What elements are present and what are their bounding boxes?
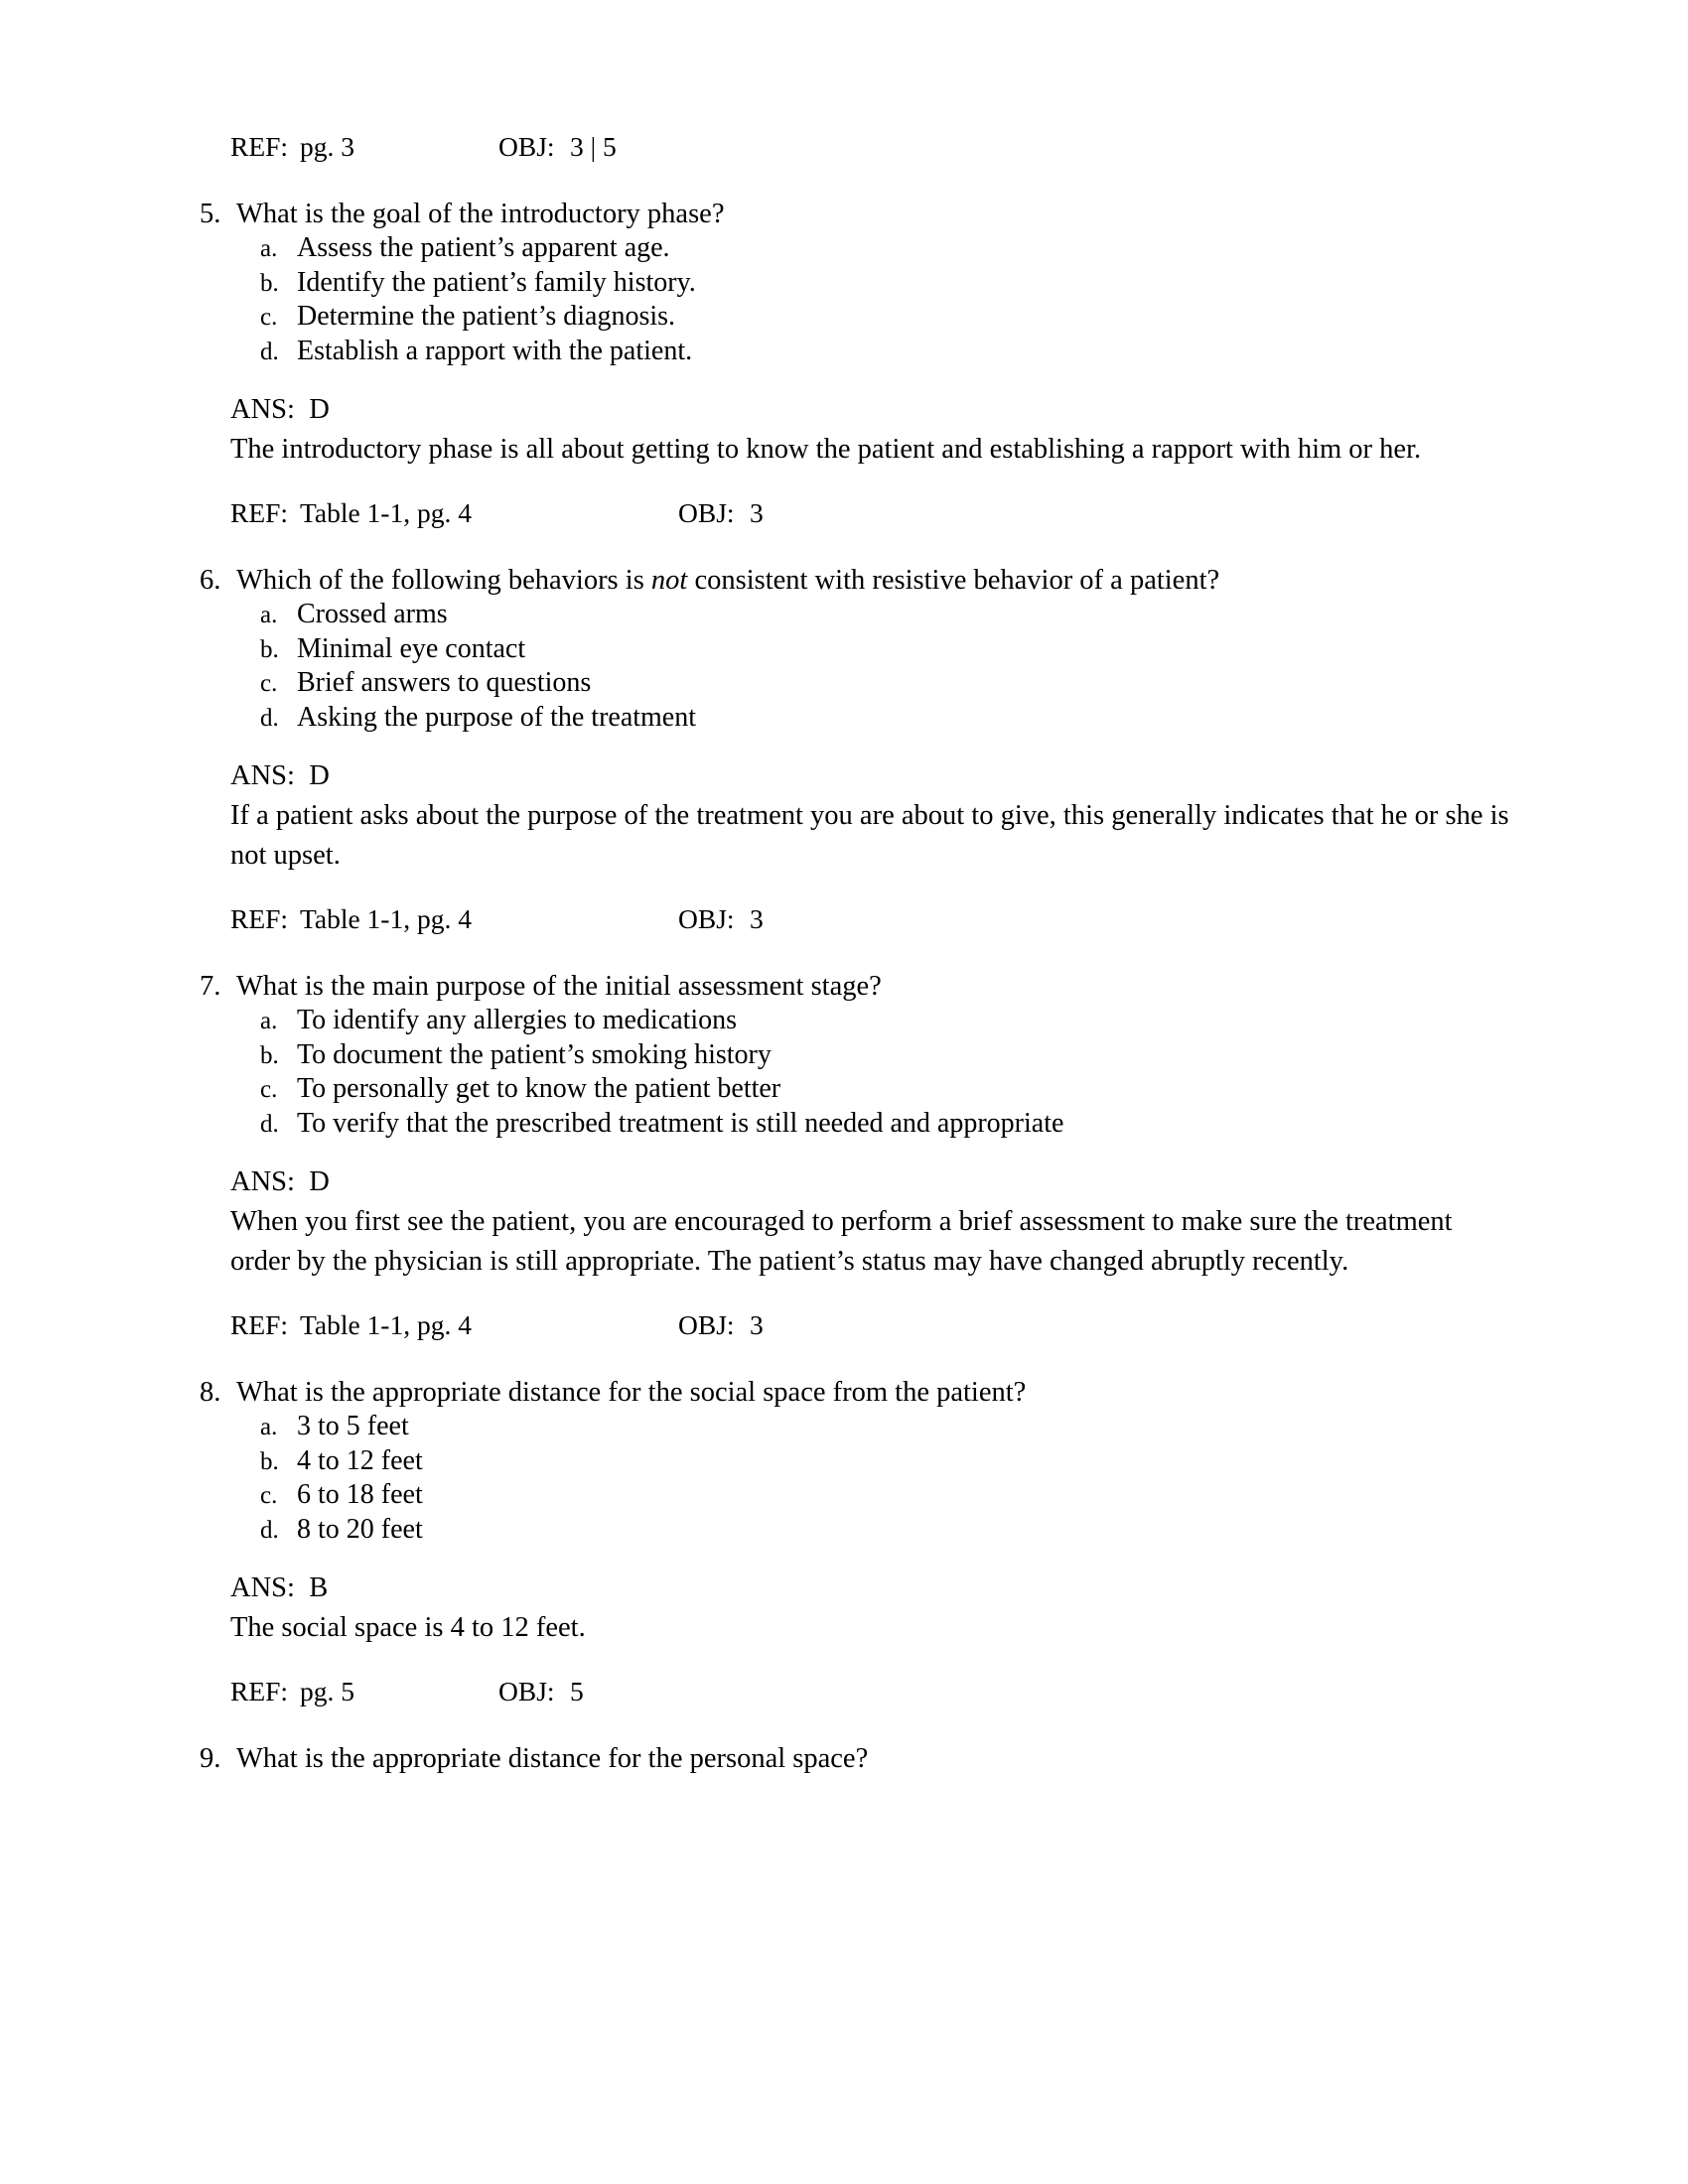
option-letter: d. [260, 1110, 279, 1138]
spacer [230, 533, 1511, 561]
rationale-text: The introductory phase is all about getting to know the patient and establishing a rapport with him or her. [230, 434, 1422, 465]
option-text: Assess the patient’s apparent age. [297, 232, 670, 263]
answer-label: ANS: [230, 1166, 295, 1197]
option-text: Establish a rapport with the patient. [297, 335, 693, 366]
obj-value: 3 [750, 903, 764, 934]
option-letter: b. [260, 635, 279, 663]
option-list [230, 1007, 1511, 1139]
option-text: Asking the purpose of the treatment [297, 701, 697, 733]
ref-value: Table 1-1, pg. 4 [300, 497, 472, 528]
obj-label: OBJ: [678, 497, 735, 528]
option-text: Brief answers to questions [297, 667, 592, 698]
spacer [230, 939, 1511, 967]
spacer [230, 1711, 1511, 1739]
question-text: What is the main purpose of the initial assessment stage? [236, 971, 882, 1002]
reference-line-top [230, 127, 1511, 167]
reference-line [230, 1672, 1511, 1711]
answer-value: D [309, 1166, 330, 1197]
option-list [230, 234, 1511, 366]
option-letter: c. [260, 1482, 278, 1509]
option-text: 3 to 5 feet [297, 1411, 409, 1441]
page-content [200, 127, 1511, 1779]
answer-block [230, 1569, 1511, 1648]
ref-value: pg. 5 [300, 1676, 354, 1706]
option-text: To personally get to know the patient better [297, 1073, 781, 1104]
question-text: What is the appropriate distance for the personal space? [236, 1743, 869, 1774]
option-letter: a. [260, 235, 278, 262]
spacer [230, 470, 1511, 493]
option-letter: c. [260, 304, 278, 331]
option-letter: d. [260, 704, 279, 732]
spacer [230, 366, 1511, 390]
reference-line [230, 493, 1511, 533]
question-emphasis: not [650, 565, 688, 596]
obj-label: OBJ: [678, 903, 735, 934]
spacer [230, 1545, 1511, 1569]
answer-line [230, 390, 1511, 430]
option-letter: b. [260, 1041, 279, 1069]
ref-label: REF: [230, 1676, 289, 1706]
question-text [236, 561, 1511, 601]
ref-label: REF: [230, 497, 289, 528]
question-stem [200, 967, 1511, 1007]
question-stem [200, 561, 1511, 601]
option-item[interactable] [230, 1444, 1511, 1477]
option-item[interactable] [230, 1513, 1511, 1546]
option-letter: a. [260, 602, 278, 628]
obj-value: 5 [570, 1676, 584, 1706]
spacer [230, 876, 1511, 899]
option-item[interactable] [230, 266, 1511, 299]
option-text: Identify the patient’s family history. [297, 266, 696, 298]
option-item[interactable] [230, 1481, 1511, 1511]
answer-label: ANS: [230, 760, 295, 791]
option-text: To verify that the prescribed treatment is still needed and appropriate [297, 1107, 1064, 1139]
option-letter: d. [260, 1516, 279, 1544]
answer-label: ANS: [230, 1572, 295, 1603]
ref-value: pg. 3 [300, 131, 354, 162]
reference-line [230, 899, 1511, 939]
option-letter: b. [260, 269, 279, 297]
obj-label: OBJ: [498, 1676, 555, 1706]
spacer [230, 733, 1511, 756]
option-text: Crossed arms [297, 599, 448, 629]
option-text: 4 to 12 feet [297, 1444, 423, 1476]
option-item[interactable] [230, 1038, 1511, 1071]
rationale-text: When you first see the patient, you are encouraged to perform a brief assessment to make sure the treatment order by the physician is still appropriate. The patient’s status may have changed abruptly recently. [230, 1206, 1453, 1277]
question-text-part-2: consistent with resistive behavior of a patient? [687, 565, 1220, 596]
question-number: 5. [200, 199, 221, 229]
option-item[interactable] [230, 234, 1511, 264]
option-item[interactable] [230, 632, 1511, 665]
option-item[interactable] [230, 1413, 1511, 1442]
answer-line [230, 1162, 1511, 1202]
spacer [230, 167, 1511, 195]
option-item[interactable] [230, 1075, 1511, 1105]
option-item[interactable] [230, 303, 1511, 333]
option-text: To identify any allergies to medications [297, 1005, 738, 1035]
option-letter: a. [260, 1414, 278, 1440]
question-block-6 [200, 561, 1511, 939]
answer-block [230, 756, 1511, 876]
question-number: 8. [200, 1377, 221, 1408]
question-text-part-1: Which of the following behaviors is [236, 565, 651, 596]
question-stem [200, 1739, 1511, 1779]
ref-label: REF: [230, 1309, 289, 1340]
question-stem [200, 1373, 1511, 1413]
obj-label: OBJ: [678, 1309, 735, 1340]
option-text: 8 to 20 feet [297, 1513, 423, 1545]
ref-value: Table 1-1, pg. 4 [300, 903, 472, 934]
spacer [230, 1139, 1511, 1162]
option-item[interactable] [230, 335, 1511, 367]
option-list [230, 1413, 1511, 1545]
obj-value: 3 | 5 [570, 131, 617, 162]
question-block-8 [200, 1373, 1511, 1711]
ref-label: REF: [230, 131, 289, 162]
answer-value: D [309, 394, 330, 425]
spacer [230, 1282, 1511, 1305]
option-list [230, 601, 1511, 733]
option-letter: c. [260, 1076, 278, 1103]
answer-line [230, 1569, 1511, 1608]
option-letter: c. [260, 670, 278, 697]
rationale-text: If a patient asks about the purpose of the treatment you are about to give, this generally indicates that he or she is not upset. [230, 800, 1509, 871]
option-letter: a. [260, 1008, 278, 1034]
spacer [230, 1345, 1511, 1373]
question-stem [200, 195, 1511, 234]
ref-label: REF: [230, 903, 289, 934]
question-number: 7. [200, 971, 221, 1002]
option-text: Determine the patient’s diagnosis. [297, 301, 676, 332]
obj-value: 3 [750, 497, 764, 528]
answer-value: D [309, 760, 330, 791]
question-block-7 [200, 967, 1511, 1345]
answer-block [230, 1162, 1511, 1282]
obj-label: OBJ: [498, 131, 555, 162]
question-block-9 [200, 1739, 1511, 1779]
option-letter: d. [260, 338, 279, 365]
option-item[interactable] [230, 669, 1511, 699]
rationale-text: The social space is 4 to 12 feet. [230, 1612, 586, 1643]
obj-value: 3 [750, 1309, 764, 1340]
question-number: 6. [200, 565, 221, 596]
option-item[interactable] [230, 601, 1511, 630]
option-text: Minimal eye contact [297, 632, 526, 664]
option-item[interactable] [230, 1107, 1511, 1140]
option-letter: b. [260, 1447, 279, 1475]
question-number: 9. [200, 1743, 221, 1774]
answer-line [230, 756, 1511, 796]
option-item[interactable] [230, 701, 1511, 734]
answer-label: ANS: [230, 394, 295, 425]
spacer [230, 1648, 1511, 1672]
answer-value: B [309, 1572, 329, 1603]
question-text: What is the goal of the introductory phase? [236, 199, 725, 229]
reference-line [230, 1305, 1511, 1345]
question-block-5 [200, 195, 1511, 533]
ref-value: Table 1-1, pg. 4 [300, 1309, 472, 1340]
answer-block [230, 390, 1511, 470]
question-text: What is the appropriate distance for the social space from the patient? [236, 1377, 1027, 1408]
option-text: To document the patient’s smoking history [297, 1038, 772, 1070]
option-item[interactable] [230, 1007, 1511, 1036]
option-text: 6 to 18 feet [297, 1479, 423, 1510]
